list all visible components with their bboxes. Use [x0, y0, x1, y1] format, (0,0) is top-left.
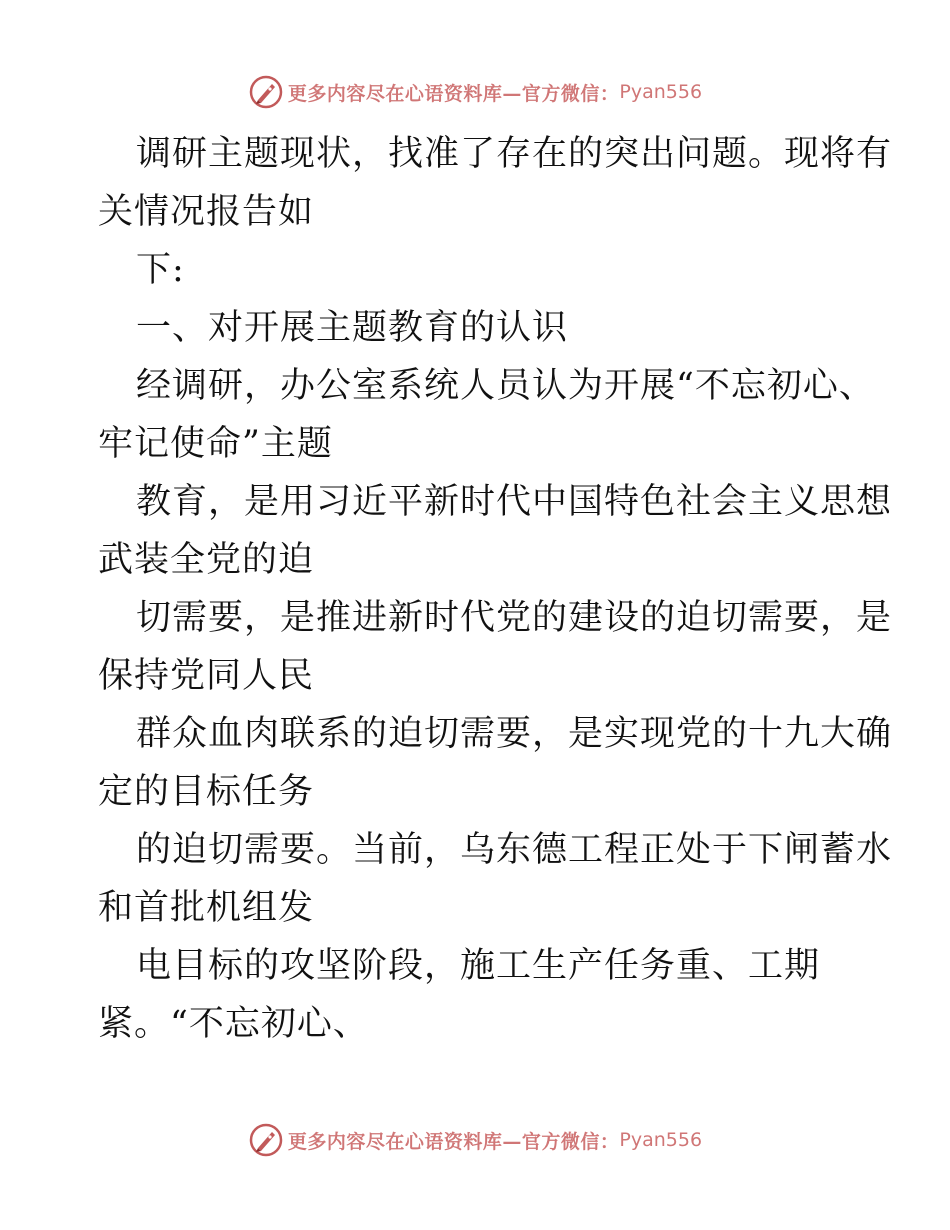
body-line: 群众血肉联系的迫切需要，是实现党的十九大确 — [136, 714, 893, 754]
body-line: 定的目标任务 — [98, 772, 315, 812]
body-line: 关情况报告如 — [98, 192, 315, 232]
body-line: 教育，是用习近平新时代中国特色社会主义思想 — [136, 482, 893, 522]
watermark-wechat-id: Pyan556 — [619, 1129, 703, 1151]
body-line: 的迫切需要。当前，乌东德工程正处于下闸蓄水 — [136, 830, 893, 870]
document-body — [98, 125, 893, 1053]
footer-watermark — [0, 1120, 950, 1160]
body-line: 和首批机组发 — [98, 888, 315, 928]
body-line: 切需要，是推进新时代党的建设的迫切需要，是 — [136, 598, 893, 638]
body-line: 下: — [136, 250, 185, 290]
pen-nib-circle-icon — [248, 74, 284, 110]
pen-nib-circle-icon — [248, 1122, 284, 1158]
watermark-wechat-id: Pyan556 — [619, 81, 703, 103]
watermark-text: 更多内容尽在心语资料库—官方微信： — [287, 82, 620, 105]
header-watermark — [0, 72, 950, 112]
body-line: 保持党同人民 — [98, 656, 315, 696]
body-line: 调研主题现状，找准了存在的突出问题。现将有 — [136, 134, 893, 174]
body-line: 武装全党的迫 — [98, 540, 315, 580]
watermark-text: 更多内容尽在心语资料库—官方微信： — [287, 1130, 620, 1153]
section-heading: 一、对开展主题教育的认识 — [136, 308, 569, 348]
body-line: 紧。“不忘初心、 — [98, 1004, 369, 1044]
body-line: 经调研，办公室系统人员认为开展“不忘初心、 — [136, 366, 875, 406]
body-line: 牢记使命”主题 — [98, 424, 333, 464]
body-line: 电目标的攻坚阶段，施工生产任务重、工期 — [136, 946, 821, 986]
